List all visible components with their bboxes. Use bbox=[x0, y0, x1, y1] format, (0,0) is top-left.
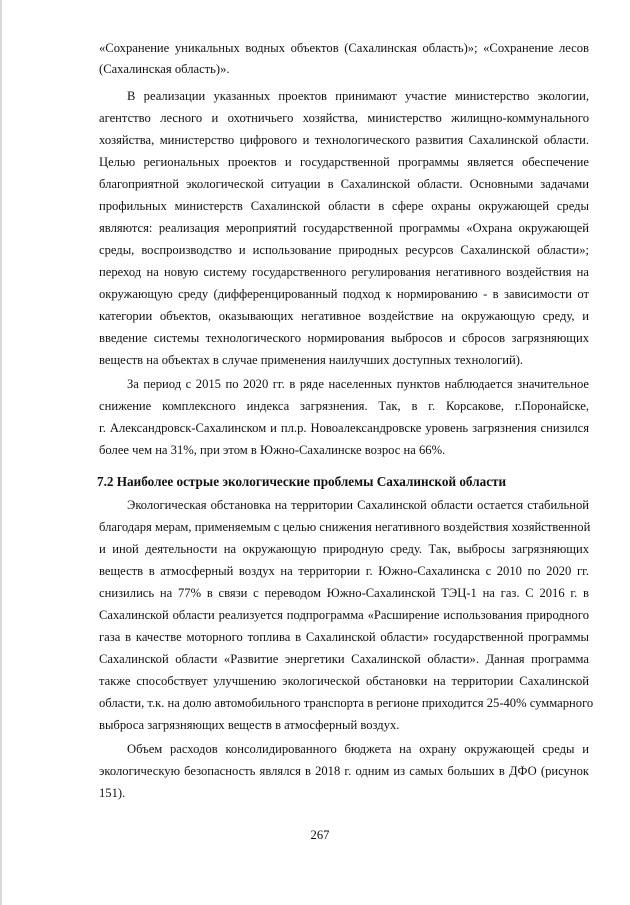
paragraph-line: среды, воспроизводство и использование природных ресурсов Сахалинской области»; bbox=[99, 243, 589, 257]
paragraph-line: Сахалинской области «Развитие энергетики Сахалинской области». Данная программа bbox=[99, 652, 589, 666]
paragraph-line: профильных министерств Сахалинской области в сфере охраны окружающей среды bbox=[99, 199, 589, 213]
paragraph-line: являются: реализация мероприятий государственной программы «Охрана окружающей bbox=[99, 221, 589, 235]
paragraph-line: веществ на объектах в случае применения наилучших доступных технологий). bbox=[99, 353, 524, 367]
paragraph-line: благоприятной экологической ситуации в Сахалинской области. Основными задачами bbox=[99, 177, 589, 191]
paragraph-line: снизились на 77% в связи с переводом Южно-Сахалинской ТЭЦ-1 на газ. С 2016 г. в bbox=[99, 586, 589, 600]
paragraph-line: Целью региональных проектов и государственной программы является обеспечение bbox=[99, 155, 589, 169]
paragraph-line: выброса загрязняющих веществ в атмосферный воздух. bbox=[99, 718, 400, 732]
paragraph-line: агентство лесного и охотничьего хозяйства, министерство жилищно-коммунального bbox=[99, 111, 589, 125]
paragraph-line: окружающую среду (дифференцированный подход к нормированию - в зависимости от bbox=[99, 287, 589, 301]
paragraph-line: экологическую безопасность являлся в 2018 г. одним из самых больших в ДФО (рисунок bbox=[99, 764, 589, 778]
scan-edge bbox=[0, 0, 2, 905]
paragraph-line: 151). bbox=[99, 786, 126, 800]
paragraph-line: также способствует улучшению экологической обстановки на территории Сахалинской bbox=[99, 674, 589, 688]
paragraph-line: более чем на 31%, при этом в Южно-Сахалинске возрос на 66%. bbox=[99, 443, 446, 457]
paragraph-line: Объем расходов консолидированного бюджета на охрану окружающей среды и bbox=[127, 742, 589, 756]
paragraph-line: В реализации указанных проектов принимают участие министерство экологии, bbox=[127, 89, 589, 103]
page-number: 267 bbox=[310, 828, 330, 842]
paragraph-line: Экологическая обстановка на территории Сахалинской области остается стабильной bbox=[127, 498, 589, 512]
paragraph-line: веществ в атмосферный воздух на территории г. Южно-Сахалинска с 2010 по 2020 гг. bbox=[99, 564, 589, 578]
paragraph-line: хозяйства, министерство цифрового и технологического развития Сахалинской области. bbox=[99, 133, 589, 147]
paragraph-line: «Сохранение уникальных водных объектов (Сахалинская область)»; «Сохранение лесов bbox=[99, 41, 589, 55]
paragraph-line: снижение комплексного индекса загрязнения. Так, в г. Корсакове, г.Поронайске, bbox=[99, 399, 589, 413]
paragraph-line: (Сахалинская область)». bbox=[99, 62, 230, 76]
paragraph-line: введение системы технологического нормирования выбросов и сбросов загрязняющих bbox=[99, 331, 589, 345]
paragraph-line: благодаря мерам, применяемым с целью снижения негативного воздействия хозяйственной bbox=[99, 520, 591, 534]
paragraph-line: газа в качестве моторного топлива в Сахалинской области» государственной программы bbox=[99, 630, 589, 644]
paragraph-line: За период с 2015 по 2020 гг. в ряде населенных пунктов наблюдается значительное bbox=[127, 377, 589, 391]
paragraph-line: Сахалинской области реализуется подпрограмма «Расширение использования природного bbox=[99, 608, 589, 622]
section-heading: 7.2 Наиболее острые экологические проблемы Сахалинской области bbox=[97, 474, 507, 489]
paragraph-line: категории объектов, оказывающих негативное воздействие на окружающую среду, и bbox=[99, 309, 589, 323]
paragraph-line: переход на новую систему государственного регулирования негативного воздействия на bbox=[99, 265, 589, 279]
paragraph-line: г. Александровск-Сахалинском и пл.р. Новоалександровске уровень загрязнения снизился bbox=[99, 421, 589, 435]
paragraph-line: области, т.к. на долю автомобильного транспорта в регионе приходится 25-40% суммарного bbox=[99, 696, 594, 710]
paragraph-line: и иной деятельности на окружающую природную среду. Так, выбросы загрязняющих bbox=[99, 542, 589, 556]
